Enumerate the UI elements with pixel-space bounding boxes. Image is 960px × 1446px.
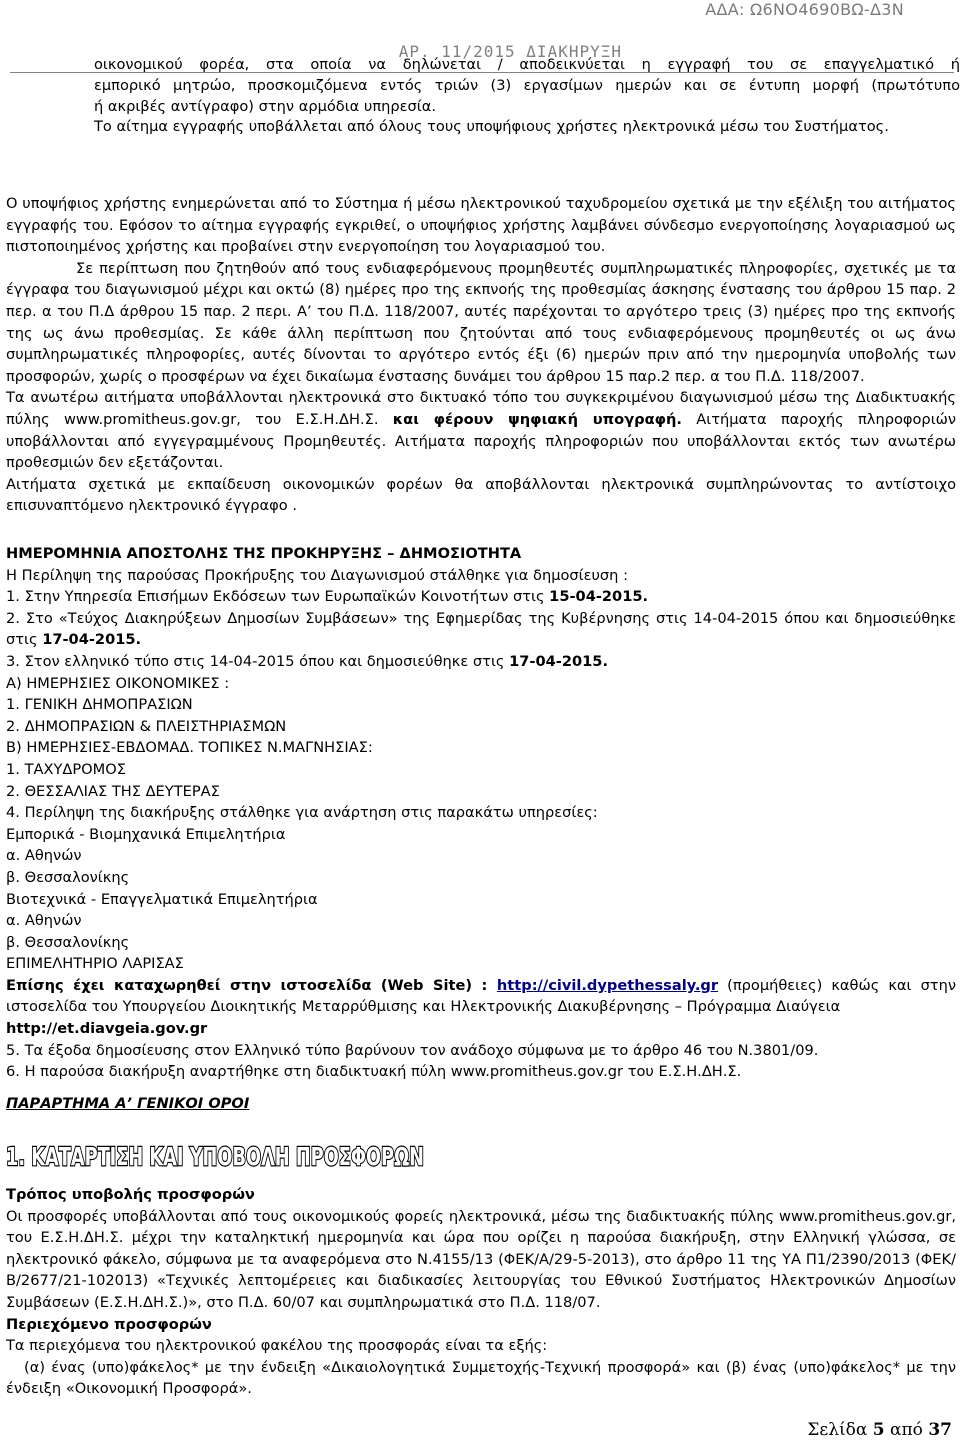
section-banner-text: 1. ΚΑΤΑΡΤΙΣΗ ΚΑΙ ΥΠΟΒΟΛΗ ΠΡΟΣΦΟΡΩΝ [6,1142,424,1171]
section-publicity [6,543,956,1083]
page-number: 5 [872,1420,885,1440]
page-footer: Σελίδα 5 από 37 [807,1420,952,1440]
paragraph-notification: Ο υποψήφιος χρήστης ενημερώνεται από το Σύστημα ή μέσω ηλεκτρονικού ταχυδρομείου σχετικά με την εξέλιξη του αιτήματος εγγραφής του. Εφόσον το αίτημα εγγραφής εγκριθεί, ο υποψήφιος χρήστης λαμβάνει σύνδεσμο ενεργοποίησης λογαριασμού ως πιστοποιημένος χρήστης και προβαίνει στην ενεργοποίηση του λογαριασμού του. [6,195,956,256]
section-offers [6,1184,956,1400]
publicity-heading: ΗΜΕΡΟΜΗΝΙΑ ΑΠΟΣΤΟΛΗΣ ΤΗΣ ΠΡΟΚΗΡΥΞΗΣ – ΔΗΜΟΣΙΟΤΗΤΑ [6,545,522,562]
document-number: ΑΡ. 11/2015 ΔΙΑΚΗΡΥΞΗ [398,42,622,61]
list-line: β. Θεσσαλονίκης [6,933,130,951]
paragraph-training: Αιτήματα σχετικά με εκπαίδευση οικονομικών φορέων θα αποβάλλονται ηλεκτρονικά συμπληρώνοντας το αντίστοιχο επισυναπτόμενο ηλεκτρονικό έγγραφο . [6,475,956,515]
list-line: β. Θεσσαλονίκης [6,868,130,886]
annex-title-block [6,1093,956,1115]
content-subheading: Περιεχόμενο προσφορών [6,1315,212,1333]
list-line: 1. ΤΑΧΥΔΡΟΜΟΣ [6,760,126,778]
list-line: α. Αθηνών [6,912,82,930]
text-line: ή ακριβές αντίγραφο) στην αρμόδια υπηρεσία. [94,97,436,115]
text-line: οικονομικού φορέα, στα οποία να δηλώνεται / αποδεικνύεται η εγγραφή του σε επαγγελματικό ή [94,56,960,73]
text-line: Το αίτημα εγγραφής υποβάλλεται από όλους τους υποψήφιους χρήστες ηλεκτρονικά μέσω του Συστήματος. [94,118,889,136]
signature-note: και φέρουν ψηφιακή υπογραφή. [392,410,682,428]
list-line: α. Αθηνών [6,847,82,865]
list-line: Α) ΗΜΕΡΗΣΙΕΣ ΟΙΚΟΝΟΜΙΚΕΣ : [6,674,230,692]
list-line: 4. Περίληψη της διακήρυξης στάλθηκε για ανάρτηση στις παρακάτω υπηρεσίες: [6,804,598,822]
offers-paragraph: Οι προσφορές υποβάλλονται από τους οικονομικούς φορείς ηλεκτρονικά, μέσω της διαδικτυακής πύλης www.promitheus.gov.gr, του Ε.Σ.Η.ΔΗ.Σ. μέχρι την καταληκτική ημερομηνία και ώρα που ορίζει η παρούσα διακήρυξη, στην Ελληνική γλώσσα, σε ηλεκτρονικό φάκελο, σύμφωνα με τα αναφερόμενα στο Ν.4155/13 (ΦΕΚ/Α/29-5-2013), στο άρθρο 11 της ΥΑ Π1/2390/2013 (ΦΕΚ/Β/2677/21-102013) «Τεχνικές λεπτομέρειες και διαδικασίες λειτουργίας του Εθνικού Συστήματος Ηλεκτρονικών Δημοσίων Συμβάσεων (Ε.Σ.Η.ΔΗ.Σ.)», στο Π.Δ. 60/07 και συμπληρωματικά στο Π.Δ. 118/07. [6,1207,956,1311]
text-line: εμπορικό μητρώο, προσκομιζόμενα εντός τριών (3) εργασίμων ημερών και σε έντυπη μορφή (πρωτότυπο [94,76,960,94]
publicity-intro: Η Περίληψη της παρούσας Προκήρυξης του Διαγωνισμού στάλθηκε για δημοσίευση : [6,566,628,584]
publicity-item-6: 6. Η παρούσα διακήρυξη αναρτήθηκε στη διαδικτυακή πύλη www.promitheus.gov.gr του Ε.Σ.Η.ΔΗ.Σ. [6,1063,742,1081]
civil-website-link[interactable]: http://civil.dypethessaly.gr [496,976,719,994]
ada-code: ΑΔΑ: Ω6ΝΟ4690ΒΩ-Δ3Ν [705,0,904,19]
page-total: 37 [928,1420,952,1440]
paragraph-requests: Τα ανωτέρω αιτήματα υποβάλλονται ηλεκτρονικά στο δικτυακό τόπο του συγκεκριμένου διαγωνισμού μέσω της Διαδικτυακής πύλης www.promitheus.gov.gr, του Ε.Σ.Η.ΔΗ.Σ. και φέρουν ψηφιακή υπογραφή. Αιτήματα παροχής πληροφοριών υποβάλλονται από εγγεγραμμένους Προμηθευτές. Αιτήματα παροχής πληροφοριών που υποβάλλονται εκτός των ανωτέρω προθεσμιών δεν εξετάζονται. [6,389,957,472]
publicity-item-1: 1. Στην Υπηρεσία Επισήμων Εκδόσεων των Ευρωπαϊκών Κοινοτήτων στις 15-04-2015. [6,588,649,606]
publicity-item-2: 2. Στο «Τεύχος Διακηρύξεων Δημοσίων Συμβάσεων» της Εφημερίδας της Κυβέρνησης στις 14-04-2015 όπου και δημοσιεύθηκε στις 17-04-2015. [6,609,956,649]
content-intro: Τα περιεχόμενα του ηλεκτρονικού φακέλου της προσφοράς είναι τα εξής: [6,1337,548,1355]
annex-title: ΠΑΡΑΡΤΗΜΑ Α’ ΓΕΝΙΚΟΙ ΟΡΟΙ [6,1095,250,1112]
website-paragraph: Επίσης έχει καταχωρηθεί στην ιστοσελίδα (Web Site) : http://civil.dypethessaly.gr (προμήθειες) καθώς και στην ιστοσελίδα του Υπουργείου Διοικητικής Μεταρρύθμισης και Ηλεκτρονικής Διακυβέρνησης – Πρόγραμμα Διαύγεια http://et.diavgeia.gov.gr [6,976,957,1038]
offers-subheading: Τρόπος υποβολής προσφορών [6,1186,255,1203]
paragraph-supplementary-info: Σε περίπτωση που ζητηθούν από τους ενδιαφερόμενους προμηθευτές συμπληρωματικές πληροφορίες, σχετικές με τα έγγραφα του διαγωνισμού μέχρι και οκτώ (8) ημέρες προ της εκπνοής της προθεσμίας άσκησης ένστασης του άρθρου 15 παρ. 2 περ. α του Π.Δ άρθρου 15 παρ. 2 περι. Α’ του Π.Δ. 118/2007, αυτές παρέχονται το αργότερο τρεις (3) ημέρες προ της εκπνοής της ως άνω προθεσμίας. Σε κάθε άλλη περίπτωση που ζητούνται από τους ενδιαφερόμενους προμηθευτές οι ως άνω συμπληρωματικές πληροφορίες, αυτές δίνονται το αργότερο εντός έξι (6) ημερών πριν από την ημερομηνία υποβολής των προσφορών, χωρίς ο προσφέρων να έχει δικαίωμα ένστασης δυνάμει του άρθρου 15 παρ.2 περ. α του Π.Δ. 118/2007. [6,259,956,385]
list-line: Εμπορικά - Βιομηχανικά Επιμελητήρια [6,825,286,843]
publicity-item-5: 5. Τα έξοδα δημοσίευσης στον Ελληνικό τύπο βαρύνουν τον ανάδοχο σύμφωνα με το άρθρο 46 του Ν.3801/09. [6,1041,819,1059]
list-line: 2. ΔΗΜΟΠΡΑΣΙΩΝ & ΠΛΕΙΣΤΗΡΙΑΣΜΩΝ [6,717,287,735]
publicity-item-3: 3. Στον ελληνικό τύπο στις 14-04-2015 όπου και δημοσιεύθηκε στις 17-04-2015. [6,652,608,670]
list-line: 2. ΘΕΣΣΑΛΙΑΣ ΤΗΣ ΔΕΥΤΕΡΑΣ [6,782,220,800]
list-line: Βιοτεχνικά - Επαγγελματικά Επιμελητήρια [6,890,318,908]
list-line: 1. ΓΕΝΙΚΗ ΔΗΜΟΠΡΑΣΙΩΝ [6,696,193,714]
paragraph-registration [6,55,960,138]
diavgeia-link[interactable]: http://et.diavgeia.gov.gr [6,1020,208,1038]
list-line: Β) ΗΜΕΡΗΣΙΕΣ-ΕΒΔΟΜΑΔ. ΤΟΠΙΚΕΣ Ν.ΜΑΓΝΗΣΙΑΣ: [6,739,373,757]
section-clarifications [6,193,956,517]
list-line: ΕΠΙΜΕΛΗΤΗΡΙΟ ΛΑΡΙΣΑΣ [6,955,184,973]
content-envelopes: (α) ένας (υπο)φάκελος* με την ένδειξη «Δικαιολογητικά Συμμετοχής-Τεχνική προσφορά» και (β) ένας (υπο)φάκελος* με την ένδειξη «Οικονομική Προσφορά». [6,1358,956,1398]
section-banner [6,1138,446,1170]
